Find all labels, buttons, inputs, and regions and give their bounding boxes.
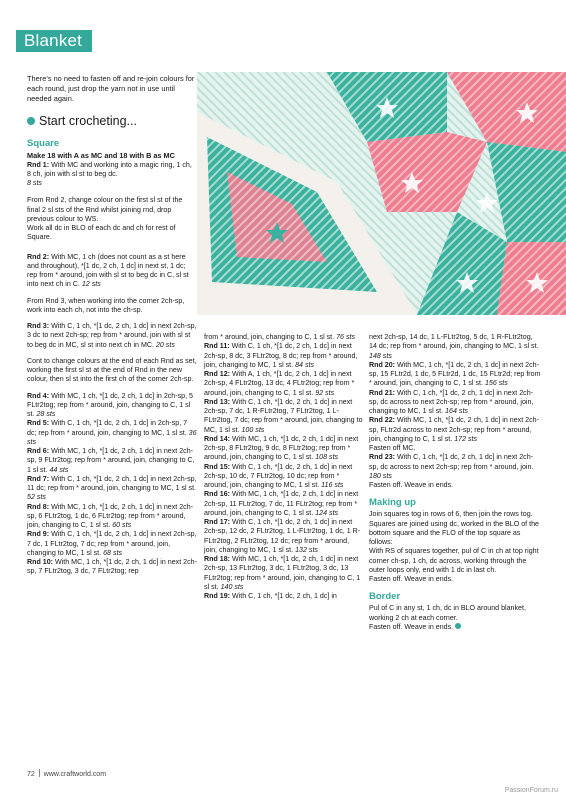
border-heading: Border xyxy=(369,591,401,603)
rnd-14 xyxy=(204,435,364,463)
rnd-7-sts: 52 sts xyxy=(27,493,46,502)
rnd-9-text: With C, 1 ch, *[1 dc, 2 ch, 1 dc] in next 2ch-sp, 7 dc, 1 FLtr2tog, 7 dc; rep from * around, join, changing to MC, 1 sl st. xyxy=(27,530,197,557)
footer-site: www.craftworld.com xyxy=(43,771,107,778)
rnd-19-cont-text: next 2ch-sp, 14 dc, 1 L-FLtr2tog, 5 dc, 1 R-FLtr2tog, 14 dc; rep from * around, join, changing to MC, 1 sl st. xyxy=(369,333,539,351)
rnd-16 xyxy=(204,490,364,518)
rnd-13-sts: 100 sts xyxy=(241,425,265,434)
rnd-15 xyxy=(204,463,364,491)
rnd-2-text: With MC, 1 ch (does not count as a st here and throughout), *[1 dc, 2 ch, 1 dc] in next st, 1 dc; rep from * around, join with sl st to beg dc in C, sl st into next ch in C. xyxy=(27,252,189,289)
rnd-5 xyxy=(27,419,197,447)
making-up-p3: Fasten off. Weave in ends. xyxy=(369,575,454,583)
rnd-1-sts: 8 sts xyxy=(27,179,42,187)
rnd-6-sts: 44 sts xyxy=(49,465,69,474)
rnd-17-sts: 132 sts xyxy=(295,545,318,554)
rnd-11-sts: 84 sts xyxy=(295,360,315,369)
rnd-15-sts: 116 sts xyxy=(321,481,344,489)
rnd-12-label: Rnd 12: xyxy=(204,370,231,378)
rnd-9 xyxy=(27,530,197,558)
rnd-6 xyxy=(27,447,197,475)
rnd-3-sts: 20 sts xyxy=(155,340,175,349)
rnd-18-text: With MC, 1 ch, *[1 dc, 2 ch, 1 dc] in next 2ch-sp, 13 FLtr2tog, 3 dc, 1 FLtr2tog, 3 dc, 13 FLtr2tog; rep from * around, join, changing to C, 1 sl st. xyxy=(204,555,361,591)
rnd-7 xyxy=(27,475,197,503)
rnd-10-sts: 76 sts xyxy=(336,333,356,341)
rnd-12-text: With A, 1 ch, *[1 dc, 2 ch, 1 dc] in next 2ch-sp, 4 FLtr2tog, 13 dc, 4 FLtr2tog; rep from * around, join, changing to C, 1 sl st. xyxy=(204,370,355,397)
page-number: 72 xyxy=(27,771,35,778)
rnd-22 xyxy=(369,416,541,444)
rnd-11 xyxy=(204,342,364,370)
rnd-3-label: Rnd 3: xyxy=(27,322,50,330)
rnd-20 xyxy=(369,361,541,389)
rnd-18-sts: 140 sts xyxy=(220,582,244,591)
bullet-dot-icon xyxy=(27,117,35,125)
rnd-12-sts: 92 sts xyxy=(315,388,335,397)
rnd-8-label: Rnd 8: xyxy=(27,502,50,511)
border-p1: Pul of C in any st, 1 ch, dc in BLO around blanket, working 2 ch at each corner. xyxy=(369,604,526,622)
rnd-6-label: Rnd 6: xyxy=(27,447,50,455)
rnd-7-label: Rnd 7: xyxy=(27,474,50,483)
rnd-22-text: With MC, 1 ch, *[1 dc, 2 ch, 1 dc] in next 2ch-sp, FLtr2d across to next 2ch-sp; rep from * around, join, changing to C, 1 sl st. xyxy=(369,416,539,443)
rnd-11-label: Rnd 11: xyxy=(204,342,230,351)
page-title: Blanket xyxy=(16,30,92,52)
rnd-10-label: Rnd 10: xyxy=(27,558,54,566)
rnd-20-sts: 156 sts xyxy=(484,379,508,388)
rnd-2 xyxy=(27,253,197,290)
rnd-6-text: With MC, 1 ch, *[1 dc, 2 ch, 1 dc] in next 2ch-sp, 9 FLtr2tog; rep from * around, join, changing to C, 1 sl st. xyxy=(27,447,195,474)
rnd-16-text: With MC, 1 ch, *[1 dc, 2 ch, 1 dc] in next 2ch-sp, 11 FLtr2tog, 7 dc, 11 FLtr2tog; rep from * around, join, changing to C, 1 sl st. xyxy=(204,490,359,517)
rnd-10-text: With MC, 1 ch, *[1 dc, 2 ch, 1 dc] in next 2ch-sp, 7 FLtr2tog, 3 dc, 7 FLtr2tog; rep xyxy=(27,558,197,576)
rnd-3-text: With C, 1 ch, *[1 dc, 2 ch, 1 dc] in next 2ch-sp, 3 dc to next 2ch-sp; rep from * around, join with sl st to beg dc in MC, sl st into next ch in MC. xyxy=(27,322,197,349)
note-1-text: From Rnd 2, change colour on the first sl st of the final 2 sl sts of the Rnd whilst joining rnd, drop previous colour to WS. xyxy=(27,196,183,223)
rnd-20-text: With MC, 1 ch, *[1 dc, 2 ch, 1 dc] in next 2ch-sp, 15 FLtr2d, 1 dc, 5 FLtr2d, 1 dc, 15 FLtr2d; rep from * around, join, changing to C, 1 sl st. xyxy=(369,360,541,388)
rnd-5-label: Rnd 5: xyxy=(27,419,50,428)
column-3 xyxy=(369,333,541,632)
rnd-10-cont xyxy=(204,333,364,342)
rnd-4 xyxy=(27,392,197,420)
start-crocheting-heading xyxy=(27,113,137,129)
rnd-2-sts: 12 sts xyxy=(81,280,101,289)
rnd-8-text: With MC, 1 ch, *[1 dc, 2 ch, 1 dc] in next 2ch-sp, 6 FLtr2tog, 1 dc, 6 FLtr2tog; rep from * around, join, changing to C, 1 sl st. xyxy=(27,502,193,529)
rnd-19-cont xyxy=(369,333,541,361)
rnd-19-text: With C, 1 ch, *[1 dc, 2 ch, 1 dc] in xyxy=(232,592,337,600)
rnd-23-label: Rnd 23: xyxy=(369,453,396,462)
note-4: Cont to change colours at the end of each Rnd as set, working the first sl st at the end of Rnd in the new colour, then sl st into the first ch of the corner 2ch-sp. xyxy=(27,356,197,384)
making-up-p1: Join squares tog in rows of 6, then join the rows tog. Squares are joined using dc, worked in the BLO of the bottom square and the FLO of the top square as follows: xyxy=(369,510,539,546)
rnd-10-cont-text: from * around, join, changing to C, 1 sl st. xyxy=(204,333,335,341)
rnd-1-label: Rnd 1: xyxy=(27,160,50,169)
rnd-5-sts: 36 sts xyxy=(27,428,197,446)
blanket-photo xyxy=(197,72,566,315)
rnd-23 xyxy=(369,453,541,481)
rnd-18 xyxy=(204,555,364,592)
blanket-illustration xyxy=(197,72,566,315)
rnd-9-label: Rnd 9: xyxy=(27,530,50,539)
rnd-9-sts: 68 sts xyxy=(103,548,123,557)
square-fasten-off: Fasten off. Weave in ends. xyxy=(369,481,454,489)
border-p2-text: Fasten off. Weave in ends. xyxy=(369,622,454,631)
rnd-21-text: With C, 1 ch, *[1 dc, 2 ch, 1 dc] in next 2ch-sp, dc across to next 2ch-sp; rep from * around, join, changing to MC, 1 sl st. xyxy=(369,388,534,415)
rnd-8 xyxy=(27,503,197,531)
rnd-7-text: With C, 1 ch, *[1 dc, 2 ch, 1 dc] in next 2ch-sp, 11 dc; rep from * around, join, changing to MC, 1 sl st. xyxy=(27,474,197,492)
rnd-14-label: Rnd 14: xyxy=(204,434,231,443)
rnd-4-label: Rnd 4: xyxy=(27,391,50,400)
rnd-10 xyxy=(27,558,197,577)
making-up-p2: With RS of squares together, pul of C in ch at top right corner ch-sp, 1 ch, dc across, working through the outer loops only, end with 1 dc in last ch. xyxy=(369,547,539,574)
rnd-13 xyxy=(204,398,364,435)
rnd-15-text: With C, 1 ch, *[1 dc, 2 ch, 1 dc] in next 2ch-sp, 10 dc, 7 FLtr2tog, 10 dc; rep from * around, join, changing to MC, 1 sl st. xyxy=(204,462,353,489)
rnd-14-sts: 108 sts xyxy=(315,453,339,462)
rnd-4-text: With MC, 1 ch, *[1 dc, 2 ch, 1 dc] in 2ch-sp, 5 FLtr2tog; rep from * around, join, changing to C, 1 sl st. xyxy=(27,391,193,418)
rnd-5-text: With C, 1 ch, *[1 dc, 2 ch, 1 dc] in 2ch-sp, 7 dc; rep from * around, join, changing to MC, 1 sl st. xyxy=(27,419,188,437)
rnd-20-label: Rnd 20: xyxy=(369,360,396,369)
rnd-23-sts: 180 sts xyxy=(369,471,392,480)
footer-divider xyxy=(39,769,40,777)
rnd-16-sts: 124 sts xyxy=(315,508,339,517)
rnd-14-text: With MC, 1 ch, *[1 dc, 2 ch, 1 dc] in next 2ch-sp, 8 FLtr2tog, 9 dc, 8 FLtr2tog; rep from * around, join, changing to C, 1 sl st. xyxy=(204,434,359,462)
note-1 xyxy=(27,196,197,242)
column-2 xyxy=(204,333,364,601)
making-up-heading: Making up xyxy=(369,497,416,509)
border-p2 xyxy=(369,623,541,632)
rnd-1 xyxy=(27,161,197,189)
rnd-4-sts: 28 sts xyxy=(36,410,56,418)
square-make-note: Make 18 with A as MC and 18 with B as MC xyxy=(27,151,175,160)
rnd-21-label: Rnd 21: xyxy=(369,388,396,397)
rnd-17-label: Rnd 17: xyxy=(204,518,231,526)
rnd-22-sts: 172 sts xyxy=(454,434,478,443)
rnd-17 xyxy=(204,518,364,555)
rnd-18-label: Rnd 18: xyxy=(204,555,231,563)
note-3: From Rnd 3, when working into the corner 2ch-sp, work into each ch, not into the ch-sp. xyxy=(27,296,185,314)
watermark: PassionForum.ru xyxy=(504,787,558,794)
note-2-text: Work all dc in BLO of each dc and ch for rest of Square. xyxy=(27,224,176,242)
rnd-13-text: With C, 1 ch, *[1 dc, 2 ch, 1 dc] in next 2ch-sp, 7 dc, 1 R-FLtr2tog, 7 FLtr2tog, 1 L-FLtr2tog, 7 dc; rep from * around, join, changing to MC, 1 sl st. xyxy=(204,397,363,434)
rnd-15-label: Rnd 15: xyxy=(204,462,231,471)
page-footer xyxy=(27,769,106,778)
rnd-22-label: Rnd 22: xyxy=(369,416,396,425)
start-crocheting-label: Start crocheting... xyxy=(39,114,137,128)
rnd-19-sts: 148 sts xyxy=(369,351,392,360)
rnd-3 xyxy=(27,322,197,350)
fasten-off-mc: Fasten off MC. xyxy=(369,444,416,452)
rnd-19-label: Rnd 19: xyxy=(204,592,231,600)
rnd-13-label: Rnd 13: xyxy=(204,397,231,406)
intro-text: There’s no need to fasten off and re-join colours for each round, just drop the yarn not in use until needed again. xyxy=(27,74,195,104)
column-1 xyxy=(27,138,197,577)
rnd-11-text: With C, 1 ch, *[1 dc, 2 ch, 1 dc] in next 2ch-sp, 8 dc, 3 FLtr2tog, 8 dc; rep from * around, join, changing to MC, 1 sl st. xyxy=(204,342,358,369)
rnd-2-label: Rnd 2: xyxy=(27,252,50,261)
rnd-23-text: With C, 1 ch, *[1 dc, 2 ch, 1 dc] in next 2ch-sp, dc across to next 2ch-sp; rep from * around, join. xyxy=(369,453,534,471)
rnd-21-sts: 164 sts xyxy=(445,407,468,415)
rnd-16-label: Rnd 16: xyxy=(204,490,231,499)
square-heading: Square xyxy=(27,138,60,149)
end-dot-icon xyxy=(455,623,461,629)
rnd-17-text: With C, 1 ch, *[1 dc, 2 ch, 1 dc] in next 2ch-sp, 12 dc, 2 FLtr2tog, 1 L-FLtr2tog, 1 dc, 1 R-FLtr2tog, 2 FLtr2tog, 12 dc; rep from * around, join, changing to MC, 1 sl st. xyxy=(204,518,361,554)
rnd-12 xyxy=(204,370,364,398)
rnd-1-text: With MC and working into a magic ring, 1 ch, 8 ch, join with sl st to beg dc. xyxy=(27,160,192,178)
rnd-21 xyxy=(369,389,541,417)
rnd-8-sts: 60 sts xyxy=(112,521,132,529)
rnd-19 xyxy=(204,592,364,601)
